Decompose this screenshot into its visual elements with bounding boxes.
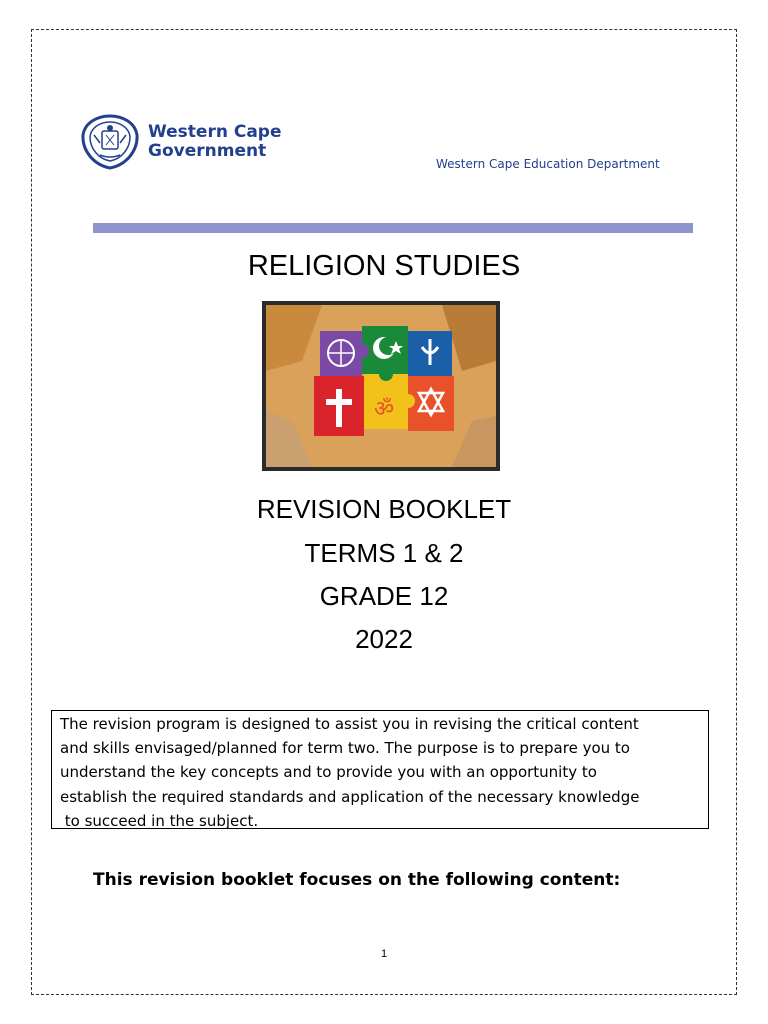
info-box: The revision program is designed to assist you in revising the critical content and skills envisaged/planned for term two. The purpose is to prepare you to understand the key concepts and to provide you with an opportunity to establish the required standards and application of the necessary knowledge to succeed in the subject. — [51, 710, 709, 829]
header-rule — [93, 223, 693, 233]
grade-label: GRADE 12 — [319, 581, 449, 611]
year-label: 2022 — [355, 624, 413, 654]
logo-text — [148, 123, 282, 161]
svg-text:ॐ: ॐ — [374, 397, 395, 422]
coat-of-arms-icon — [80, 113, 140, 171]
logo-line-2: Government — [148, 141, 267, 161]
religions-puzzle-image — [262, 301, 500, 471]
terms-label: TERMS 1 & 2 — [304, 538, 464, 568]
booklet-label: REVISION BOOKLET — [256, 494, 512, 524]
wcg-logo — [80, 113, 282, 171]
focus-heading: This revision booklet focuses on the following content: — [93, 870, 621, 890]
page-number: 1 — [380, 948, 388, 960]
document-title: RELIGION STUDIES — [247, 250, 521, 282]
department-name: Western Cape Education Department — [436, 157, 660, 171]
logo-line-1: Western Cape — [148, 122, 282, 142]
